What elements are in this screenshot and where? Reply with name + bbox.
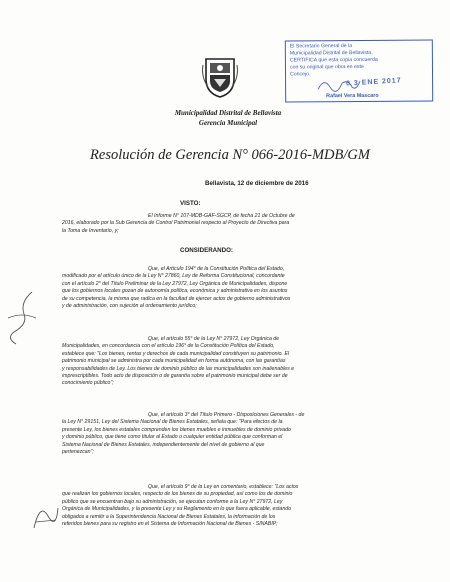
- visto-paragraph: [62, 213, 412, 235]
- paragraph-line: 2016, elaborado por la Sub Gerencia de Control Patrimonial respecto al Proyecto de Directiva para: [62, 220, 290, 227]
- paragraph-line: Que, el artículo 55° de la Ley N° 27972, Ley Orgánica de: [148, 336, 280, 342]
- paragraph-line: la Toma de Inventario, y;: [62, 227, 119, 234]
- paragraph-line: establece que: "Los bienes, rentas y derechos de cada municipalidad constituyen su patrimonio. El: [62, 350, 290, 357]
- municipality-name: Municipalidad Distrital de Bellavista: [174, 109, 282, 117]
- stamp-signer: Rafael Vera Mascaro: [326, 92, 379, 100]
- paragraph-line: que los gobiernos locales gozan de autonomía política, económica y administrativa en los asuntos: [62, 288, 288, 295]
- paragraph-line: y de administración, con sujeción al ordenamiento jurídico;: [62, 303, 197, 310]
- paragraph-line: conocimiento público";: [62, 380, 114, 387]
- letterhead: [148, 108, 308, 128]
- paragraph-line: imprescriptibles. Todo acto de disposición o de garantía sobre el patrimonio municipal debe ser de: [62, 373, 288, 380]
- paragraph-line: con el artículo 2° del Título Preliminar de la Ley 27972, Ley Orgánica de Municipalidades, dispone: [62, 280, 288, 287]
- paragraph-line: Que, el Artículo 194° de la Constitución Política del Estado,: [148, 266, 285, 272]
- paragraph-line: Municipalidades, en concordancia con el artículo 196° de la Constitución Política del Estado,: [62, 343, 275, 350]
- stamp-line: Concejo.: [290, 71, 311, 78]
- paragraph-line: modificado por el artículo único de la Ley N° 27860, Ley de Reforma Constitucional, concordante: [62, 273, 285, 280]
- certification-stamp: [285, 39, 433, 102]
- paragraph-line: Que, el artículo 3° del Título Primero - Disposiciones Generales - de: [148, 412, 305, 418]
- stamp-line: El Secretario General de la: [289, 43, 353, 50]
- margin-signature-icon: [2, 288, 42, 348]
- considerando-heading: CONSIDERANDO:: [180, 247, 233, 254]
- paragraph-line: que realizan los gobiernos locales, respecto de los bienes de su propiedad, así como los de dominio: [62, 491, 293, 498]
- resolution-date: Bellavista, 12 de diciembre de 2016: [205, 180, 309, 187]
- visto-heading: VISTO:: [180, 200, 201, 207]
- paragraph-constitution: [62, 266, 412, 310]
- paragraph-article-3: [62, 412, 412, 456]
- department-name: Gerencia Municipal: [198, 119, 258, 127]
- paragraph-line: pertenezcan";: [62, 449, 94, 456]
- paragraph-article-55: [62, 336, 412, 388]
- paragraph-line: obligados a remitir a la Superintendencia Nacional de Bienes Estatales, la información de los: [62, 513, 276, 520]
- paragraph-line: y responsabilidades de Ley. Los bienes de dominio público de las municipalidades son inalienables e: [62, 365, 295, 372]
- paragraph-line: Orgánica de Municipalidades, y la presente Ley y su Reglamento en lo que fuera aplicable, estando: [62, 506, 291, 513]
- paragraph-line: presente Ley, los bienes estatales comprenden los bienes muebles e inmuebles de dominio privado: [62, 426, 291, 433]
- stamp-line: Municipalidad Distrital de Bellavista,: [289, 49, 373, 57]
- paragraph-article-9: [62, 484, 412, 528]
- paragraph-line: patrimonio municipal se administra por cada municipalidad en forma autónoma, con las garantías: [62, 358, 286, 365]
- paragraph-line: público que se encuentran bajo su administración, se ejecutan conforme a la Ley N° 27972, Ley: [62, 498, 283, 505]
- paragraph-line: la Ley N° 29151, Ley del Sistema Nacional de Bienes Estatales, señala que: "Para efectos de la: [62, 419, 283, 426]
- margin-initials-icon: [30, 498, 62, 534]
- stamp-line: con su original que obra en este: [289, 63, 364, 71]
- stamp-date: 0 3 ENE 2017: [345, 77, 402, 88]
- stamp-line: CERTIFICA que esta copia concuerda: [289, 56, 378, 64]
- paragraph-line: El Informe N° 107-MDB-GAF-SGCP, de fecha 21 de Octubre de: [148, 213, 295, 219]
- paragraph-line: Sistema Nacional de Bienes Estatales, independientemente del nivel de gobierno al que: [62, 441, 265, 448]
- paragraph-line: referidos bienes para su registro en el Sistema de Información Nacional de Bienes - SINABIP;: [62, 521, 278, 528]
- paragraph-line: de su competencia, la misma que radica en la facultad de ejercer actos de gobierno administrativos: [62, 295, 291, 302]
- paragraph-line: y dominio público, que tiene como titular al Estado o cualquier entidad pública que conforman el: [62, 434, 283, 441]
- municipal-crest-icon: [200, 55, 240, 99]
- resolution-title: Resolución de Gerencia N° 066-2016-MDB/GM: [90, 147, 370, 163]
- paragraph-line: Que, el artículo 9° de la Ley en comentario, establece: "Los actos: [148, 484, 299, 490]
